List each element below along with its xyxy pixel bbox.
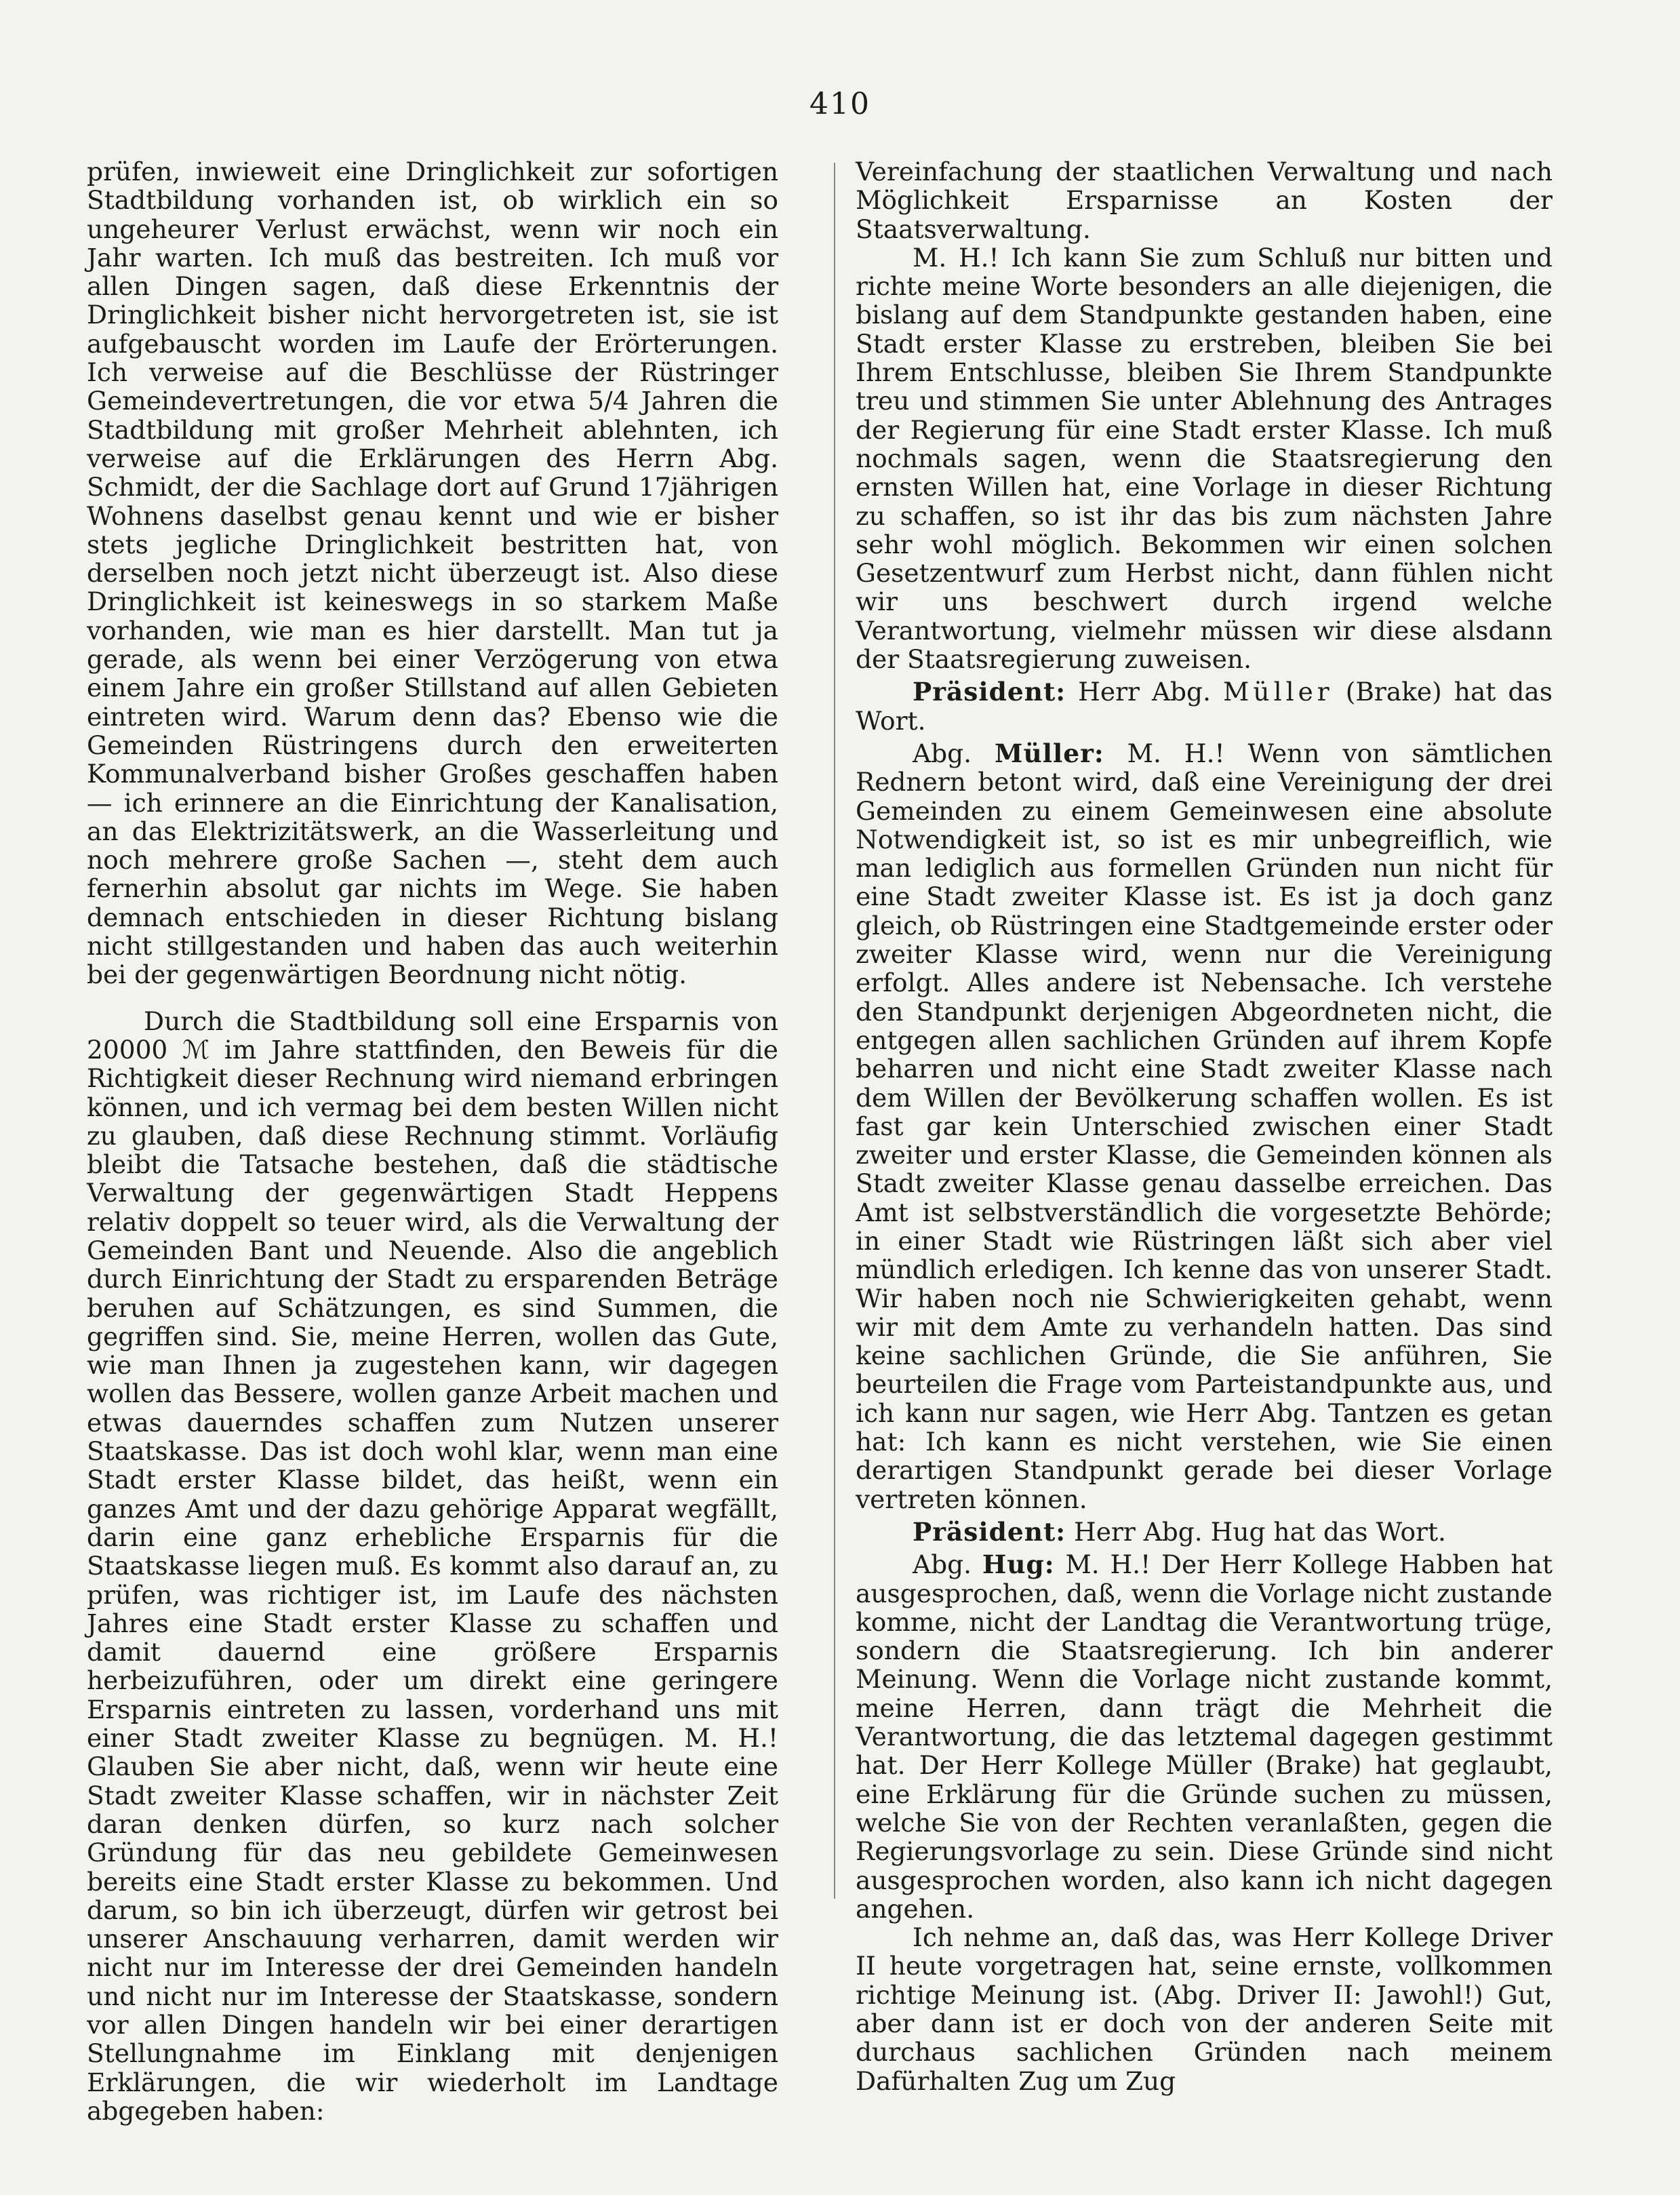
speaker-label: Präsident:	[913, 1516, 1066, 1547]
left-column	[87, 157, 778, 2125]
paragraph: Durch die Stadtbildung soll eine Ersparnis von 20000 ℳ im Jahre stattfinden, den Beweis für die Richtigkeit dieser Rechnung wird niemand erbringen können, und ich vermag bei dem besten Willen nicht zu glauben, daß diese Rechnung stimmt. Vorläufig bleibt die Tatsache bestehen, daß die städtische Verwaltung der gegenwärtigen Stadt Heppens relativ doppelt so teuer wird, als die Verwaltung der Gemeinden Bant und Neuende. Also die angeblich durch Einrichtung der Stadt zu ersparenden Beträge beruhen auf Schätzungen, es sind Summen, die gegriffen sind. Sie, meine Herren, wollen das Gute, wie man Ihnen ja zugestehen kann, wir dagegen wollen das Bessere, wollen ganze Arbeit machen und etwas dauerndes schaffen zum Nutzen unserer Staatskasse. Das ist doch wohl klar, wenn man eine Stadt erster Klasse bildet, das heißt, wenn ein ganzes Amt und der dazu gehörige Apparat wegfällt, darin eine ganz erhebliche Ersparnis für die Staatskasse liegen muß. Es kommt also darauf an, zu prüfen, was richtiger ist, im Laufe des nächsten Jahres eine Stadt erster Klasse zu schaffen und damit dauernd eine größere Ersparnis herbeizuführen, oder um direkt eine geringere Ersparnis eintreten zu lassen, vorderhand uns mit einer Stadt zweiter Klasse zu begnügen. M. H.! Glauben Sie aber nicht, daß, wenn wir heute eine Stadt zweiter Klasse schaffen, wir in nächster Zeit daran denken dürfen, so kurz nach solcher Gründung für das neu gebildete Gemeinwesen bereits eine Stadt erster Klasse zu bekommen. Und darum, so bin ich überzeugt, dürfen wir getrost bei unserer Anschauung verharren, damit werden wir nicht nur im Interesse der drei Gemeinden handeln und nicht nur im Interesse der Staatskasse, sondern vor allen Dingen handeln wir bei einer derartigen Stellungnahme im Einklang mit denjenigen Erklärungen, die wir wiederholt im Landtage abgegeben haben:	[87, 1006, 778, 2126]
column-divider	[834, 163, 835, 1899]
speaker-paragraph	[856, 1550, 1553, 1923]
paragraph-text: M. H.! Wenn von sämtlichen Rednern betont wird, daß eine Vereinigung der drei Gemeinden zu einem Gemeinwesen eine absolute Notwendigkeit ist, so ist es mir unbegreiflich, wie man lediglich aus formellen Gründen nun nicht für eine Stadt zweiter Klasse ist. Es ist ja doch ganz gleich, ob Rüstringen eine Stadtgemeinde erster oder zweiter Klasse wird, wenn nur die Vereinigung erfolgt. Alles andere ist Nebensache. Ich verstehe den Standpunkt derjenigen Abgeordneten nicht, die entgegen allen sachlichen Gründen auf ihrem Kopfe beharren und nicht eine Stadt zweiter Klasse nach dem Willen der Bevölkerung schaffen wollen. Es ist fast gar kein Unterschied zwischen einer Stadt zweiter und erster Klasse, die Gemeinden können als Stadt zweiter Klasse genau dasselbe erreichen. Das Amt ist selbstverständlich die vorgesetzte Behörde; in einer Stadt wie Rüstringen läßt sich aber viel mündlich erledigen. Ich kenne das von unserer Stadt. Wir haben noch nie Schwierigkeiten gehabt, wenn wir mit dem Amte zu verhandeln hatten. Das sind keine sachlichen Gründe, die Sie anführen, Sie beurteilen die Frage vom Parteistandpunkte aus, und ich kann nur sagen, wie Herr Abg. Tantzen es getan hat: Ich kann es nicht verstehen, wie Sie einen derartigen Standpunkt gerade bei dieser Vorlage vertreten können.	[856, 738, 1553, 1514]
paragraph-text: M. H.! Der Herr Kollege Habben hat ausgesprochen, daß, wenn die Vorlage nicht zustande komme, nicht der Landtag die Verantwortung trüge, sondern die Staatsregierung. Ich bin anderer Meinung. Wenn die Vorlage nicht zustande kommt, meine Herren, dann trägt die Mehrheit die Verantwortung, die das letztemal dagegen gestimmt hat. Der Herr Kollege Müller (Brake) hat geglaubt, eine Erklärung für die Gründe suchen zu müssen, welche Sie von der Rechten veranlaßten, gegen die Regierungsvorlage zu sein. Diese Gründe sind nicht ausgesprochen worden, also kann ich nicht dagegen angehen.	[856, 1549, 1553, 1924]
paragraph-text: Abg.	[913, 738, 972, 768]
speaker-paragraph	[856, 1518, 1553, 1546]
paragraph-text: Herr Abg.	[1078, 677, 1211, 707]
paragraph-text: (Brake) hat das Wort.	[856, 677, 1553, 736]
page-number: 410	[809, 87, 871, 121]
paragraph-text: Abg.	[913, 1549, 972, 1580]
paragraph: prüfen, inwieweit eine Dringlichkeit zur sofortigen Stadtbildung vorhanden ist, ob wirklich ein so ungeheurer Verlust erwächst, wenn wir noch ein Jahr warten. Ich muß das bestreiten. Ich muß vor allen Dingen sagen, daß diese Erkenntnis der Dringlichkeit bisher nicht hervorgetreten ist, sie ist aufgebauscht worden im Laufe der Erörterungen. Ich verweise auf die Beschlüsse der Rüstringer Gemeindevertretungen, die vor etwa 5/4 Jahren die Stadtbildung mit großer Mehrheit ablehnten, ich verweise auf die Erklärungen des Herrn Abg. Schmidt, der die Sachlage dort auf Grund 17jährigen Wohnens daselbst genau kennt und wie er bisher stets jegliche Dringlichkeit bestritten hat, von derselben noch jetzt nicht überzeugt ist. Also diese Dringlichkeit ist keineswegs in so starkem Maße vorhanden, wie man es hier darstellt. Man tut ja gerade, als wenn bei einer Verzögerung von etwa einem Jahre ein großer Stillstand auf allen Gebieten eintreten wird. Warum denn das? Ebenso wie die Gemeinden Rüstringens durch den erweiterten Kommunalverband bisher Großes geschaffen haben — ich erinnere an die Einrichtung der Kanalisation, an das Elektrizitätswerk, an die Wasserleitung und noch mehrere große Sachen —, steht dem auch fernerhin absolut gar nichts im Wege. Sie haben demnach entschieden in dieser Richtung bislang nicht stillgestanden und haben das auch weiterhin bei der gegenwärtigen Beordnung nicht nötig.	[87, 157, 778, 990]
paragraph: M. H.! Ich kann Sie zum Schluß nur bitten und richte meine Worte besonders an alle diejenigen, die bislang auf dem Standpunkte gestanden haben, eine Stadt erster Klasse zu erstreben, bleiben Sie bei Ihrem Entschlusse, bleiben Sie Ihrem Standpunkte treu und stimmen Sie unter Ablehnung des Antrages der Regierung für eine Stadt erster Klasse. Ich muß nochmals sagen, wenn die Staatsregierung den ernsten Willen hat, eine Vorlage in dieser Richtung zu schaffen, so ist ihr das bis zum nächsten Jahre sehr wohl möglich. Bekommen wir einen solchen Gesetzentwurf zum Herbst nicht, dann fühlen nicht wir uns beschwert durch irgend welche Verantwortung, vielmehr müssen wir diese alsdann der Staatsregierung zuweisen.	[856, 242, 1553, 675]
speaker-label: Präsident:	[913, 677, 1066, 707]
speaker-name: Müller	[1223, 677, 1334, 707]
speaker-label: Hug:	[982, 1549, 1055, 1580]
paragraph-text: Herr Abg. Hug hat das Wort.	[1074, 1516, 1446, 1547]
speaker-paragraph	[856, 739, 1553, 1514]
speaker-paragraph	[856, 677, 1553, 735]
paragraph: Vereinfachung der staatlichen Verwaltung und nach Möglichkeit Ersparnisse an Kosten der Staatsverwaltung.	[856, 157, 1553, 244]
speaker-label: Müller:	[994, 738, 1104, 768]
paragraph: Ich nehme an, daß das, was Herr Kollege Driver II heute vorgetragen hat, seine ernste, vollkommen richtige Meinung ist. (Abg. Driver II: Jawohl!) Gut, aber dann ist er doch von der anderen Seite mit durchaus sachlichen Gründen nach meinem Dafürhalten Zug um Zug	[856, 1922, 1553, 2096]
right-column	[856, 157, 1553, 2095]
